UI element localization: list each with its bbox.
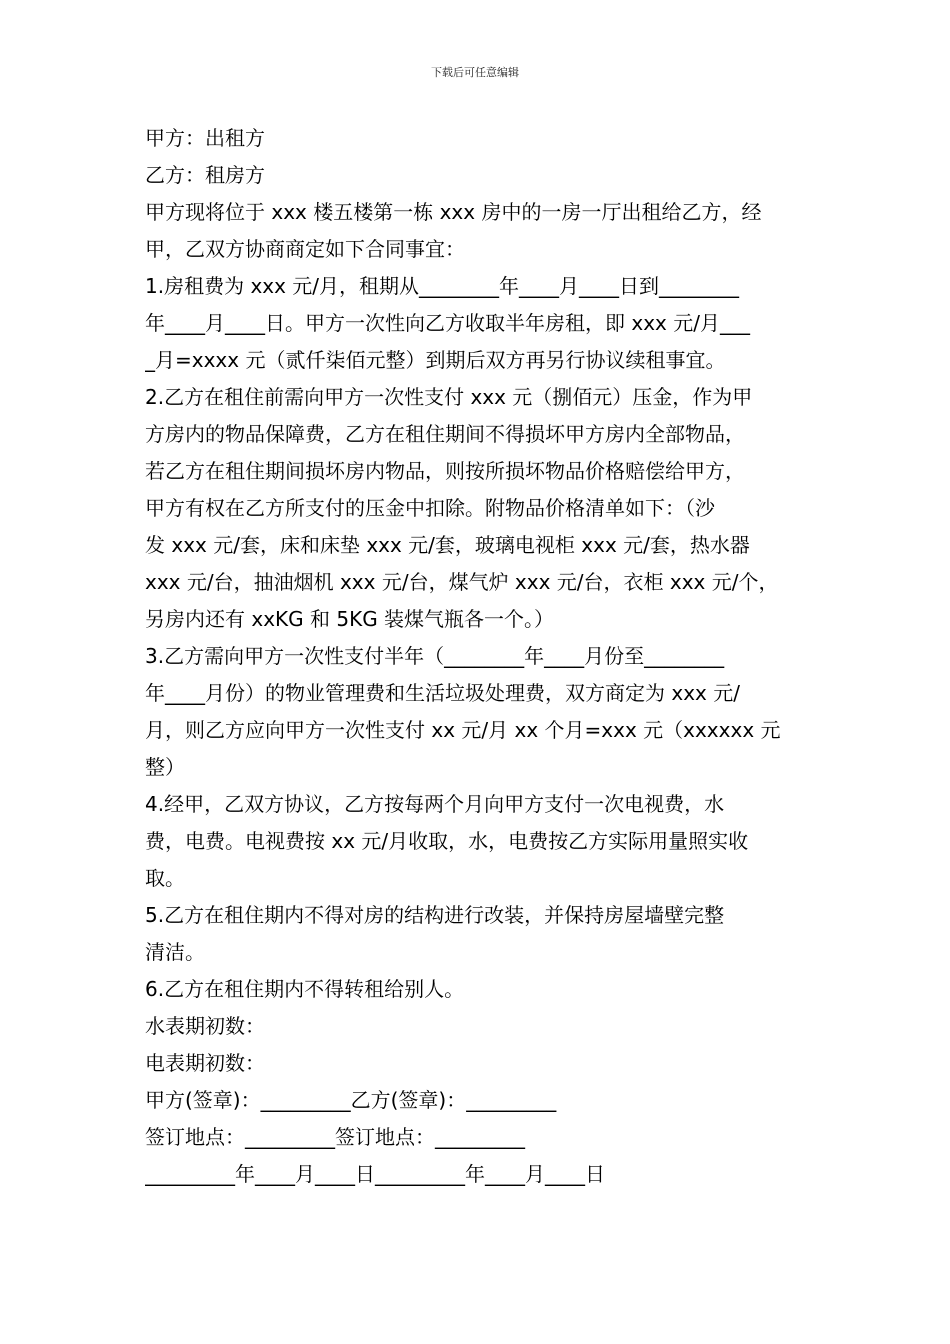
clause-5-line: 清洁。 [145,940,205,964]
clause-4-line: 取。 [145,866,185,890]
clause-3-line: 年____月份）的物业管理费和生活垃圾处理费，双方商定为 xxx 元/ [145,681,740,705]
clause-2-line: 方房内的物品保障费，乙方在租住期间不得损坏甲方房内全部物品， [145,422,745,446]
clause-1-line: _月=xxxx 元（贰仟柒佰元整）到期后双方再另行协议续租事宜。 [145,348,726,372]
electric-meter-line: 电表期初数： [145,1051,265,1075]
clause-2-line: 若乙方在租住期间损坏房内物品，则按所损坏物品价格赔偿给甲方， [145,459,745,483]
party-b-line: 乙方：租房方 [145,163,265,187]
clause-2-line: 发 xxx 元/套，床和床垫 xxx 元/套，玻璃电视柜 xxx 元/套，热水器 [145,533,750,557]
clause-2-line: 另房内还有 xxKG 和 5KG 装煤气瓶各一个。） [145,607,555,631]
clause-1-line: 1.房租费为 xxx 元/月，租期从________年____月____日到________ [145,274,740,298]
page-header: 下载后可任意编辑 [431,66,519,79]
signing-date-line: _________年____月____日_________年____月____日 [145,1162,605,1186]
clause-2-line: 甲方有权在乙方所支付的压金中扣除。附物品价格清单如下：（沙 [145,496,715,520]
signing-place-line: 签订地点：_________签订地点：_________ [145,1125,525,1149]
clause-2-line: 2.乙方在租住前需向甲方一次性支付 xxx 元（捌佰元）压金，作为甲 [145,385,753,409]
clause-3-line: 月，则乙方应向甲方一次性支付 xx 元/月 xx 个月=xxx 元（xxxxxx 元 [145,718,781,742]
clause-6-line: 6.乙方在租住期内不得转租给别人。 [145,977,465,1001]
clause-4-line: 4.经甲，乙双方协议，乙方按每两个月向甲方支付一次电视费，水 [145,792,725,816]
clause-2-line: xxx 元/台，抽油烟机 xxx 元/台，煤气炉 xxx 元/台，衣柜 xxx 元/个， [145,570,779,594]
contract-body [145,120,813,1193]
clause-3-line: 整） [145,755,185,779]
water-meter-line: 水表期初数： [145,1014,265,1038]
clause-3-line: 3.乙方需向甲方一次性支付半年（________年____月份至________ [145,644,725,668]
party-a-line: 甲方：出租方 [145,126,265,150]
signature-line: 甲方(签章)：_________乙方(签章)：_________ [145,1088,557,1112]
clause-5-line: 5.乙方在租住期内不得对房的结构进行改装，并保持房屋墙壁完整 [145,903,725,927]
intro-line: 甲，乙双方协商商定如下合同事宜： [145,237,465,261]
clause-1-line: 年____月____日。甲方一次性向乙方收取半年房租，即 xxx 元/月___ [145,311,750,335]
clause-4-line: 费，电费。电视费按 xx 元/月收取，水，电费按乙方实际用量照实收 [145,829,749,853]
intro-line: 甲方现将位于 xxx 楼五楼第一栋 xxx 房中的一房一厅出租给乙方，经 [145,200,762,224]
